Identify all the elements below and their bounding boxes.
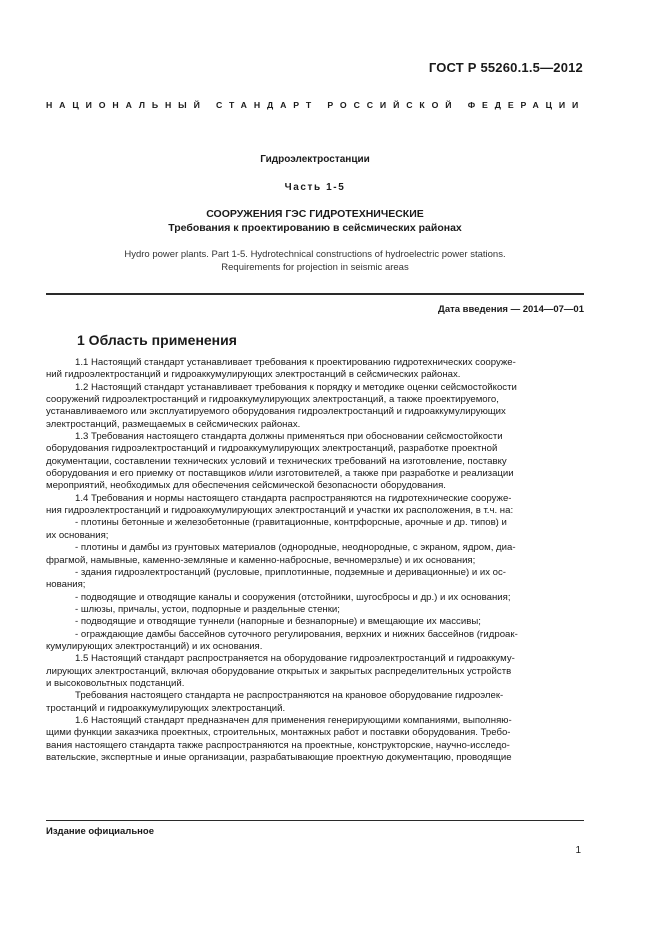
text-line: вания настоящего стандарта также распространяются на проектные, конструкторские, научно-исследо- (46, 739, 510, 751)
document-title-main: Гидроэлектростанции (260, 154, 370, 165)
text-line: устанавливаемого или эксплуатируемого оборудования гидроэлектростанций и гидроаккумулирующих (46, 406, 506, 418)
text-line: тростанций и гидроаккумулирующих электростанций. (46, 702, 286, 714)
text-line: - подводящие и отводящие каналы и сооружения (отстойники, шугосбросы и др.) и их основания; (75, 591, 511, 603)
text-line: и высоковольтных подстанций. (46, 677, 185, 689)
text-line: лирующих электростанций, включая оборудование открытых и закрытых распределительных устройств (46, 665, 512, 677)
english-title-line-2: Requirements for projection in seismic areas (221, 262, 409, 273)
english-title-line-1: Hydro power plants. Part 1-5. Hydrotechnical constructions of hydroelectric power stations. (124, 249, 506, 260)
document-subtitle: СООРУЖЕНИЯ ГЭС ГИДРОТЕХНИЧЕСКИЕ (206, 208, 424, 220)
text-line: - плотины бетонные и железобетонные (гравитационные, контрфорсные, арочные и др. типов) и (75, 517, 507, 529)
text-line: электростанций, размещаемых в сейсмических районах. (46, 418, 301, 430)
text-line: - ограждающие дамбы бассейнов суточного регулирования, верхних и нижних бассейнов (гидроак- (75, 628, 518, 640)
text-line: - шлюзы, причалы, устои, подпорные и раздельные стенки; (75, 603, 340, 615)
text-line: нования; (46, 579, 86, 591)
text-line: кумулирующих электростанций) и их основания. (46, 640, 263, 652)
text-line: Требования настоящего стандарта не распространяются на крановое оборудование гидроэлек- (75, 690, 504, 702)
document-subtitle-2: Требования к проектированию в сейсмических районах (168, 222, 462, 234)
text-line: 1.2 Настоящий стандарт устанавливает требования к порядку и методике оценки сейсмостойкости (75, 381, 517, 393)
text-line: 1.5 Настоящий стандарт распространяется на оборудование гидроэлектростанций и гидроаккуму- (75, 653, 515, 665)
text-line: оборудования гидроэлектростанций и гидроаккумулирующих электростанций, разработке проектной (46, 443, 498, 455)
text-line: документации, составлении технических условий и технических требований на изготовление, поставку (46, 455, 507, 467)
edition-label: Издание официальное (46, 826, 154, 837)
text-line: - подводящие и отводящие туннели (напорные и безнапорные) и вмещающие их массивы; (75, 616, 481, 628)
text-line: ния гидроэлектростанций и гидроаккумулирующих электростанций и участки их расположения, в т.ч. на: (46, 505, 514, 517)
text-line: - плотины и дамбы из грунтовых материалов (однородные, неоднородные, с экраном, ядром, диа- (75, 542, 516, 554)
text-line: 1.3 Требования настоящего стандарта должны применяться при обосновании сейсмостойкости (75, 431, 503, 443)
text-line: фрагмой, намывные, каменно-земляные и каменно-набросные, вечномерзлые) и их основания; (46, 554, 476, 566)
text-line: щими функции заказчика проектных, строительных, монтажных работ и поставки оборудования. Требо- (46, 727, 511, 739)
section-heading: 1 Область применения (77, 332, 237, 348)
introduction-date: Дата введения — 2014—07—01 (438, 304, 584, 315)
page-number: 1 (575, 845, 581, 856)
document-part: Часть 1-5 (284, 182, 346, 193)
text-line: 1.6 Настоящий стандарт предназначен для применения генерирующими компаниями, выполняю- (75, 714, 512, 726)
body-text (46, 357, 584, 764)
text-line: - здания гидроэлектростанций (русловые, приплотинные, подземные и деривационные) и их ос- (75, 566, 507, 578)
standard-number: ГОСТ Р 55260.1.5—2012 (428, 60, 583, 75)
text-line: мероприятий, необходимых для обеспечения сейсмической безопасности оборудования. (46, 480, 446, 492)
text-line: 1.1 Настоящий стандарт устанавливает требования к проектированию гидротехнических сооруже- (75, 357, 516, 368)
national-standard-heading: НАЦИОНАЛЬНЫЙ СТАНДАРТ РОССИЙСКОЙ ФЕДЕРАЦИИ (46, 100, 586, 110)
text-line: вательские, экспертные и иные организации, разрабатывающие проектную документацию, проводящие (46, 752, 512, 763)
footer-divider (46, 820, 584, 821)
text-line: их основания; (46, 529, 109, 541)
text-line: ний гидроэлектростанций и гидроаккумулирующих электростанций в сейсмических районах. (46, 369, 461, 381)
header-divider (46, 293, 584, 295)
text-line: 1.4 Требования и нормы настоящего стандарта распространяются на гидротехнические сооруже- (75, 492, 512, 504)
text-line: оборудования и его приемку от поставщиков и/или изготовителей, а также при разработке и реализации (46, 468, 514, 480)
text-line: сооружений гидроэлектростанций и гидроаккумулирующих электростанций, а также проектируемого, (46, 394, 499, 406)
